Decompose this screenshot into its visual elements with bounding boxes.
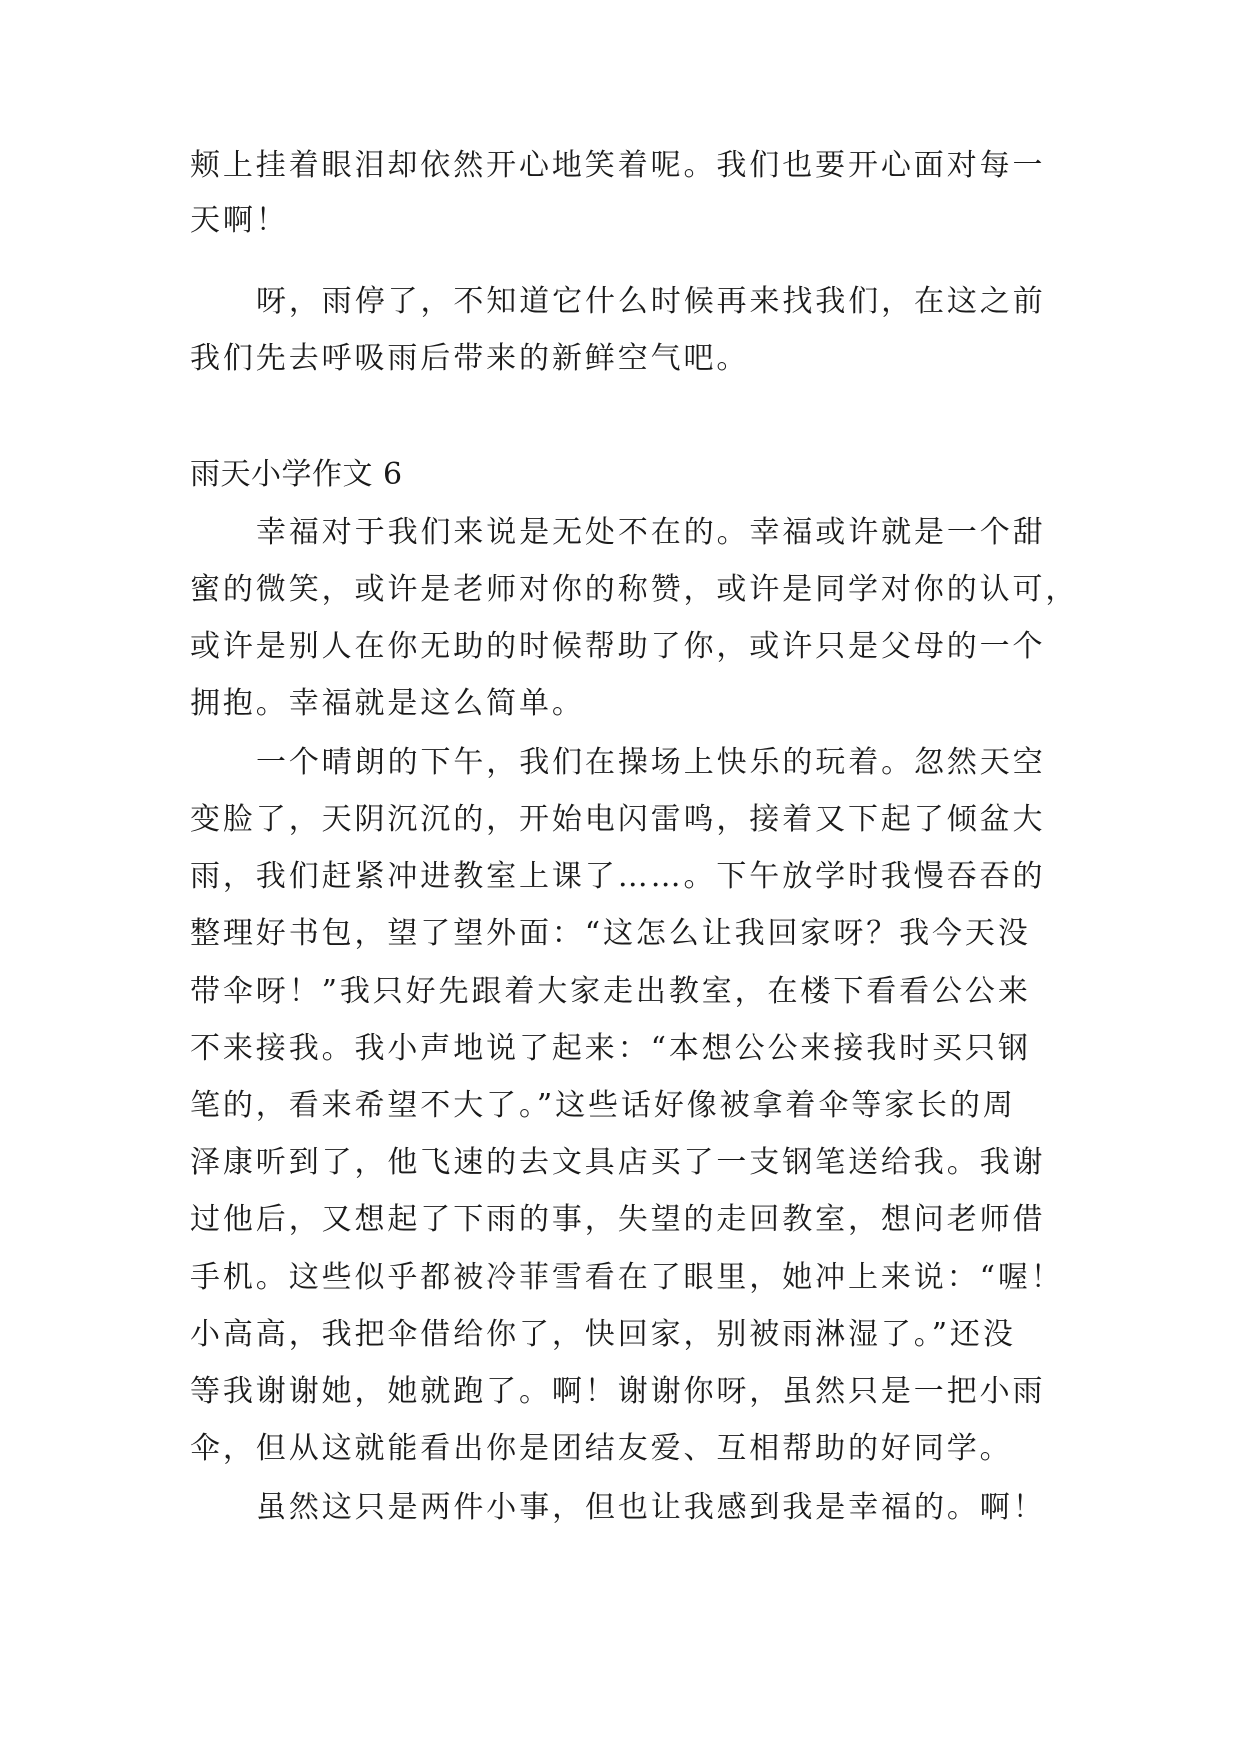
text-line: 拥抱。幸福就是这么简单。 [190,686,585,721]
text-line: 带伞呀！”我只好先跟着大家走出教室，在楼下看看公公来 [190,974,1031,1009]
text-line: 泽康听到了，他飞速的去文具店买了一支钢笔送给我。我谢 [190,1145,1046,1180]
text-line: 过他后，又想起了下雨的事，失望的走回教室，想问老师借 [190,1202,1046,1237]
text-line: 手机。这些似乎都被冷菲雪看在了眼里，她冲上来说：“喔！ [190,1260,1064,1295]
text-line: 颊上挂着眼泪却依然开心地笑着呢。我们也要开心面对每一 [190,148,1046,183]
text-line: 幸福对于我们来说是无处不在的。幸福或许就是一个甜 [256,515,1046,550]
text-line: 小高高，我把伞借给你了，快回家，别被雨淋湿了。”还没 [190,1317,1016,1352]
text-line: 虽然这只是两件小事，但也让我感到我是幸福的。啊！ [256,1490,1046,1525]
text-line: 一个晴朗的下午，我们在操场上快乐的玩着。忽然天空 [256,745,1046,780]
text-line: 伞，但从这就能看出你是团结友爱、互相帮助的好同学。 [190,1431,1013,1466]
section-heading: 雨天小学作文 6 [190,457,403,492]
text-line: 或许是别人在你无助的时候帮助了你，或许只是父母的一个 [190,629,1046,664]
text-line: 呀，雨停了，不知道它什么时候再来找我们，在这之前 [256,284,1046,319]
text-line: 我们先去呼吸雨后带来的新鲜空气吧。 [190,341,750,376]
text-line: 蜜的微笑，或许是老师对你的称赞，或许是同学对你的认可， [190,572,1079,607]
text-line: 整理好书包，望了望外面：“这怎么让我回家呀？我今天没 [190,916,1031,951]
text-line: 等我谢谢她，她就跑了。啊！谢谢你呀，虽然只是一把小雨 [190,1374,1046,1409]
text-line: 不来接我。我小声地说了起来：“本想公公来接我时买只钢 [190,1031,1031,1066]
text-line: 变脸了，天阴沉沉的，开始电闪雷鸣，接着又下起了倾盆大 [190,802,1046,837]
text-line: 天啊！ [190,203,289,238]
text-line: 笔的，看来希望不大了。”这些话好像被拿着伞等家长的周 [190,1088,1016,1123]
text-line: 雨，我们赶紧冲进教室上课了……。下午放学时我慢吞吞的 [190,859,1046,894]
